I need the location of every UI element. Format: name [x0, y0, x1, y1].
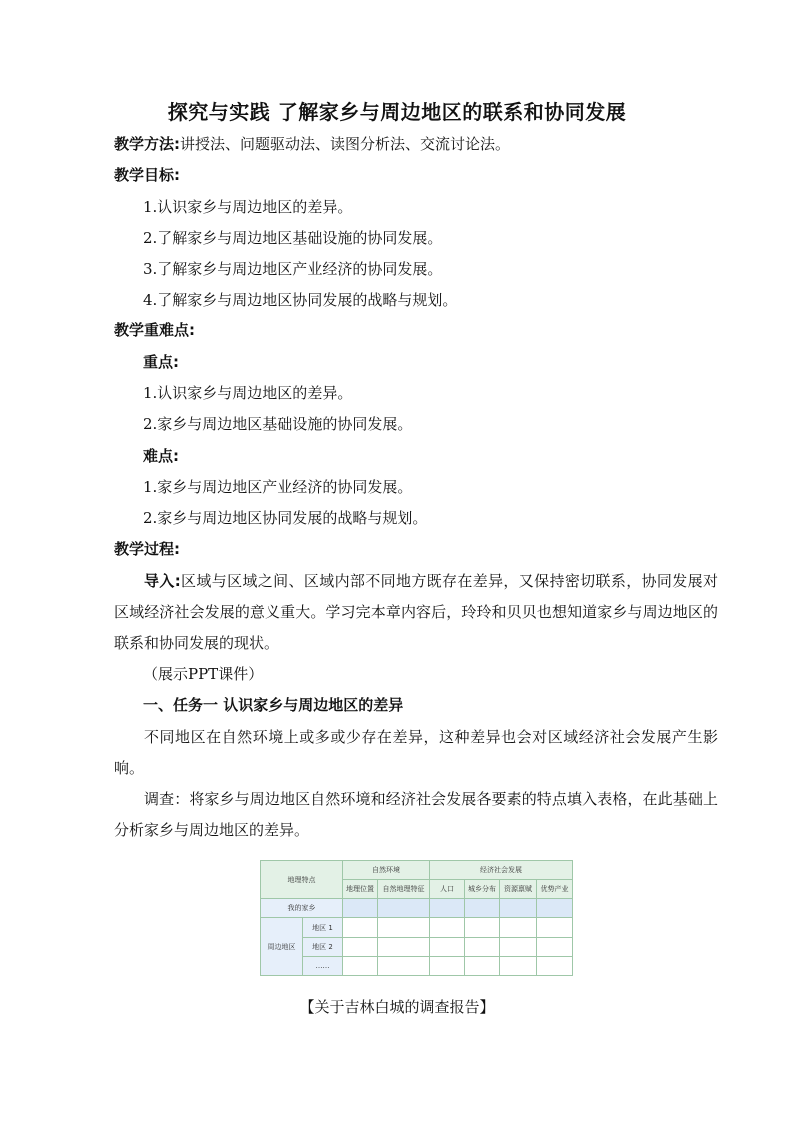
intro-paragraph [114, 566, 718, 659]
table-cell [378, 956, 430, 975]
table-cell [500, 899, 537, 918]
table-row [261, 956, 573, 975]
table-row-group-label: 周边地区 [261, 918, 303, 976]
report-caption: 【关于吉林白城的调查报告】 [299, 998, 495, 1016]
table-cell [343, 956, 378, 975]
table-row [261, 899, 573, 918]
intro-text: 区域与区域之间、区域内部不同地方既存在差异，又保持密切联系，协同发展对区域经济社会发展的意义重大。学习完本章内容后，玲玲和贝贝也想知道家乡与周边地区的联系和协同发展的现状。 [114, 572, 718, 652]
table-row-label: 我的家乡 [261, 899, 343, 918]
process-label: 教学过程: [114, 540, 180, 558]
table-cell [537, 899, 573, 918]
focus-item: 1.认识家乡与周边地区的差异。 [143, 384, 353, 402]
table-cell [343, 937, 378, 956]
intro-lead: 导入: [144, 572, 181, 590]
table-cell [537, 937, 573, 956]
table-row [261, 937, 573, 956]
table-col-header: 优势产业 [537, 880, 573, 899]
ppt-note: （展示PPT课件） [143, 665, 264, 683]
survey-table [260, 860, 573, 976]
table-cell [500, 956, 537, 975]
table-cell [500, 918, 537, 937]
table-col-header: 城乡分布 [465, 880, 500, 899]
goal-item: 4.了解家乡与周边地区协同发展的战略与规划。 [143, 291, 458, 309]
goal-item: 1.认识家乡与周边地区的差异。 [143, 198, 353, 216]
difficulty-item: 2.家乡与周边地区协同发展的战略与规划。 [143, 509, 428, 527]
table-cell [343, 899, 378, 918]
table-col-header: 地理位置 [343, 880, 378, 899]
focus-item: 2.家乡与周边地区基础设施的协同发展。 [143, 415, 413, 433]
table-row-label: …… [303, 956, 343, 975]
table-cell [465, 918, 500, 937]
goals-label: 教学目标: [114, 166, 180, 184]
method-label: 教学方法: [114, 135, 180, 153]
table-row-label: 地区 1 [303, 918, 343, 937]
table-cell [465, 899, 500, 918]
key-points-label: 教学重难点: [114, 321, 195, 339]
table-corner: 地理特点 [261, 861, 343, 899]
table-cell [378, 899, 430, 918]
table-cell [537, 956, 573, 975]
goal-item: 2.了解家乡与周边地区基础设施的协同发展。 [143, 229, 443, 247]
table-group-economy: 经济社会发展 [430, 861, 573, 880]
table-col-header: 自然地理特征 [378, 880, 430, 899]
goal-item: 3.了解家乡与周边地区产业经济的协同发展。 [143, 260, 443, 278]
table-col-header: 人口 [430, 880, 465, 899]
table-cell [537, 918, 573, 937]
page-title: 探究与实践 了解家乡与周边地区的联系和协同发展 [167, 100, 627, 124]
table-cell [378, 937, 430, 956]
table-group-natural: 自然环境 [343, 861, 430, 880]
task1-paragraph: 不同地区在自然环境上或多或少存在差异，这种差异也会对区域经济社会发展产生影响。 [114, 728, 718, 777]
teaching-method [114, 134, 510, 154]
table-cell [500, 937, 537, 956]
table-cell [430, 899, 465, 918]
task1-heading: 一、任务一 认识家乡与周边地区的差异 [143, 696, 404, 714]
table-cell [430, 918, 465, 937]
table-cell [430, 956, 465, 975]
table-cell [430, 937, 465, 956]
survey-paragraph: 调查：将家乡与周边地区自然环境和经济社会发展各要素的特点填入表格，在此基础上分析家乡与周边地区的差异。 [114, 790, 718, 839]
table-col-header: 资源禀赋 [500, 880, 537, 899]
difficulty-label: 难点: [143, 447, 179, 465]
difficulty-item: 1.家乡与周边地区产业经济的协同发展。 [143, 478, 413, 496]
method-text: 讲授法、问题驱动法、读图分析法、交流讨论法。 [180, 135, 511, 153]
table-cell [465, 937, 500, 956]
table-cell [465, 956, 500, 975]
table-cell [343, 918, 378, 937]
table-row-label: 地区 2 [303, 937, 343, 956]
table-cell [378, 918, 430, 937]
focus-label: 重点: [143, 353, 179, 371]
table-row [261, 918, 573, 937]
